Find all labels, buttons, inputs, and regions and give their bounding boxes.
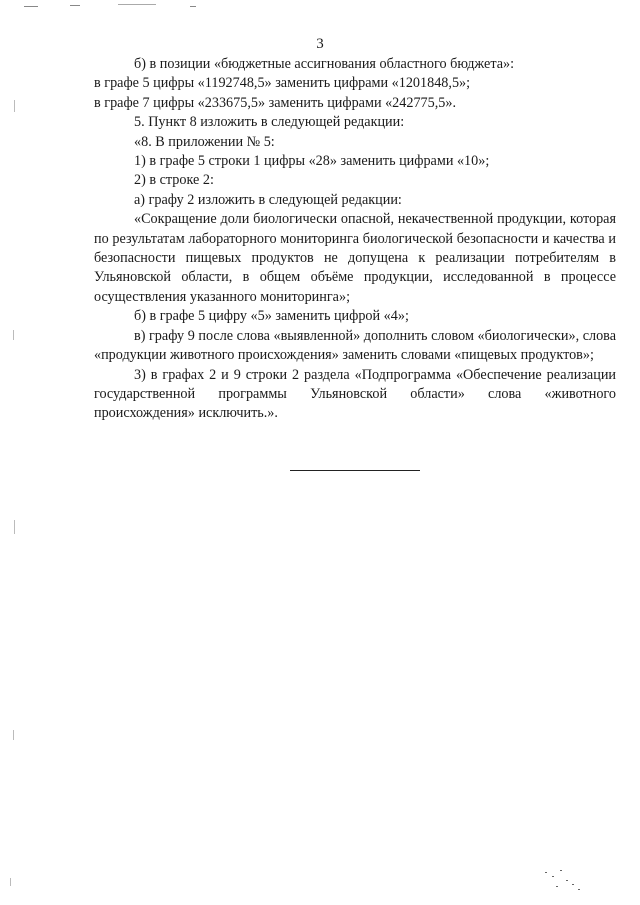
page-number: 3 [316, 36, 324, 52]
paragraph: а) графу 2 изложить в следующей редакции: [134, 191, 402, 208]
paragraph: 5. Пункт 8 изложить в следующей редакции: [134, 114, 405, 131]
document-body [94, 55, 616, 424]
scan-speck [572, 884, 574, 885]
paragraph: в графе 7 цифры «233675,5» заменить цифрами «242775,5». [94, 94, 457, 111]
paragraph: «8. В приложении № 5: [134, 133, 275, 150]
paragraph: в графе 5 цифры «1192748,5» заменить цифрами «1201848,5»; [94, 75, 471, 92]
scan-speck [566, 880, 568, 881]
scan-speck [578, 889, 580, 890]
paragraph: б) в графе 5 цифру «5» заменить цифрой «4»; [134, 308, 409, 325]
scan-speck [545, 872, 547, 873]
scan-artifact [118, 4, 156, 5]
scan-artifact [190, 6, 196, 7]
scan-artifact [70, 5, 80, 6]
paragraph: 3) в графах 2 и 9 строки 2 раздела «Подпрограмма «Обеспечение реализации государственной программы Ульяновской области» слова «животного происхождения» исключить.». [94, 366, 616, 422]
scan-speck [552, 876, 554, 877]
scan-artifact [14, 520, 15, 534]
scan-artifact [13, 330, 14, 340]
separator-line [290, 470, 420, 471]
scan-artifact [13, 730, 14, 740]
scan-speck [560, 870, 562, 871]
paragraph: 2) в строке 2: [134, 172, 214, 189]
scan-artifact [24, 6, 38, 7]
paragraph: б) в позиции «бюджетные ассигнования областного бюджета»: [134, 56, 515, 72]
scan-artifact [14, 100, 15, 112]
paragraph: в) графу 9 после слова «выявленной» дополнить словом «биологически», слова «продукции животного происхождения» заменить словами «пищевых продуктов»; [94, 327, 616, 364]
paragraph: 1) в графе 5 строки 1 цифры «28» заменить цифрами «10»; [134, 153, 490, 170]
quoted-paragraph: «Сокращение доли биологически опасной, некачественной продукции, которая по результатам лабораторного мониторинга биологической безопасности и качества и безопасности пищевых продуктов не допущена к реализации потребителям в Ульяновской области, в общем объёме продукции, исследованной в процессе осуществления указанного мониторинга»; [94, 211, 616, 305]
scan-artifact [10, 878, 11, 886]
scan-speck [556, 886, 558, 887]
